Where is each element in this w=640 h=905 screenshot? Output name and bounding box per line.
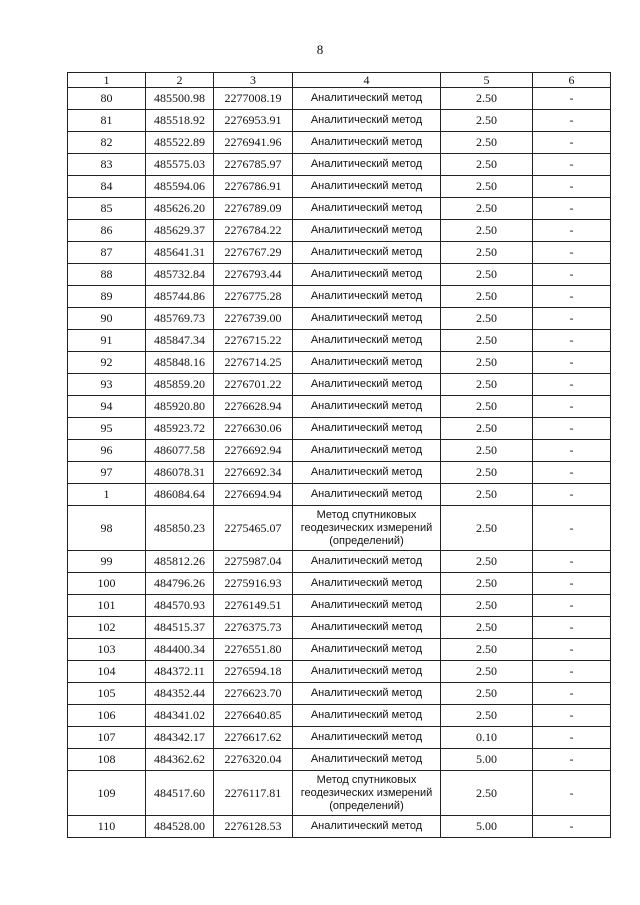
note-cell: - <box>533 617 611 639</box>
point-number-cell: 87 <box>68 242 146 264</box>
page-number: 8 <box>316 42 324 57</box>
method-cell <box>293 771 441 816</box>
method-cell <box>293 506 441 551</box>
note-cell: - <box>533 286 611 308</box>
coordinate-y-cell: 2276786.91 <box>214 176 293 198</box>
note-cell: - <box>533 88 611 110</box>
table-row <box>68 440 611 462</box>
accuracy-cell: 2.50 <box>441 88 533 110</box>
point-number-cell: 95 <box>68 418 146 440</box>
accuracy-cell: 2.50 <box>441 705 533 727</box>
accuracy-cell: 2.50 <box>441 551 533 573</box>
coordinate-y-cell: 2276739.00 <box>214 308 293 330</box>
table-row <box>68 308 611 330</box>
accuracy-cell: 2.50 <box>441 330 533 352</box>
accuracy-cell: 2.50 <box>441 595 533 617</box>
coordinate-y-cell: 2276630.06 <box>214 418 293 440</box>
coordinate-y-cell: 2276941.96 <box>214 132 293 154</box>
table-row <box>68 286 611 308</box>
method-cell: Аналитический метод <box>293 617 441 639</box>
accuracy-cell: 2.50 <box>441 418 533 440</box>
table-row <box>68 352 611 374</box>
coordinate-x-cell: 484570.93 <box>146 595 214 617</box>
table-header-row <box>68 73 611 88</box>
coordinate-x-cell: 484341.02 <box>146 705 214 727</box>
accuracy-cell: 2.50 <box>441 110 533 132</box>
coordinate-x-cell: 485848.16 <box>146 352 214 374</box>
coordinate-y-cell: 2276784.22 <box>214 220 293 242</box>
method-cell: Аналитический метод <box>293 595 441 617</box>
note-cell: - <box>533 220 611 242</box>
point-number-cell: 84 <box>68 176 146 198</box>
method-cell: Аналитический метод <box>293 88 441 110</box>
coordinate-x-cell: 485923.72 <box>146 418 214 440</box>
coordinate-y-cell: 2276551.80 <box>214 639 293 661</box>
coordinate-x-cell: 485641.31 <box>146 242 214 264</box>
table-body <box>68 88 611 838</box>
note-cell: - <box>533 816 611 838</box>
accuracy-cell: 2.50 <box>441 286 533 308</box>
method-cell: Аналитический метод <box>293 462 441 484</box>
method-cell: Аналитический метод <box>293 749 441 771</box>
point-number-cell: 86 <box>68 220 146 242</box>
accuracy-cell: 2.50 <box>441 308 533 330</box>
table-row <box>68 176 611 198</box>
point-number-cell: 93 <box>68 374 146 396</box>
coordinate-y-cell: 2276694.94 <box>214 484 293 506</box>
accuracy-cell: 5.00 <box>441 749 533 771</box>
table-row <box>68 264 611 286</box>
method-cell: Аналитический метод <box>293 110 441 132</box>
method-cell: Аналитический метод <box>293 286 441 308</box>
table-row <box>68 771 611 816</box>
point-number-cell: 103 <box>68 639 146 661</box>
coordinate-x-cell: 485732.84 <box>146 264 214 286</box>
method-cell: Аналитический метод <box>293 176 441 198</box>
table-row <box>68 484 611 506</box>
column-header-3: 3 <box>214 73 293 88</box>
column-header-1: 1 <box>68 73 146 88</box>
coordinate-y-cell: 2276953.91 <box>214 110 293 132</box>
note-cell: - <box>533 418 611 440</box>
coordinate-y-cell: 2277008.19 <box>214 88 293 110</box>
coordinate-y-cell: 2276617.62 <box>214 727 293 749</box>
method-cell: Аналитический метод <box>293 639 441 661</box>
accuracy-cell: 5.00 <box>441 816 533 838</box>
accuracy-cell: 2.50 <box>441 617 533 639</box>
table-row <box>68 418 611 440</box>
accuracy-cell: 2.50 <box>441 771 533 816</box>
table-row <box>68 242 611 264</box>
coordinate-y-cell: 2276692.94 <box>214 440 293 462</box>
method-cell: Аналитический метод <box>293 198 441 220</box>
note-cell: - <box>533 352 611 374</box>
point-number-cell: 98 <box>68 506 146 551</box>
point-number-cell: 83 <box>68 154 146 176</box>
coordinate-y-cell: 2276775.28 <box>214 286 293 308</box>
method-cell: Аналитический метод <box>293 352 441 374</box>
table-row <box>68 132 611 154</box>
table-row <box>68 617 611 639</box>
coordinate-y-cell: 2276320.04 <box>214 749 293 771</box>
table-row <box>68 374 611 396</box>
table-row <box>68 705 611 727</box>
table-row <box>68 220 611 242</box>
point-number-cell: 97 <box>68 462 146 484</box>
method-cell: Аналитический метод <box>293 308 441 330</box>
method-line: геодезических измерений <box>300 786 433 799</box>
table-row <box>68 462 611 484</box>
table-row <box>68 506 611 551</box>
table-header <box>68 73 611 88</box>
coordinate-x-cell: 485812.26 <box>146 551 214 573</box>
coordinate-y-cell: 2276623.70 <box>214 683 293 705</box>
method-cell: Аналитический метод <box>293 440 441 462</box>
coordinate-x-cell: 485847.34 <box>146 330 214 352</box>
method-cell: Аналитический метод <box>293 727 441 749</box>
note-cell: - <box>533 573 611 595</box>
note-cell: - <box>533 683 611 705</box>
accuracy-cell: 2.50 <box>441 198 533 220</box>
table-row <box>68 110 611 132</box>
accuracy-cell: 2.50 <box>441 176 533 198</box>
point-number-cell: 99 <box>68 551 146 573</box>
coordinate-x-cell: 484362.62 <box>146 749 214 771</box>
coordinate-x-cell: 485575.03 <box>146 154 214 176</box>
note-cell: - <box>533 132 611 154</box>
table-row <box>68 573 611 595</box>
accuracy-cell: 0.10 <box>441 727 533 749</box>
method-cell: Аналитический метод <box>293 132 441 154</box>
coordinate-x-cell: 484515.37 <box>146 617 214 639</box>
method-cell: Аналитический метод <box>293 154 441 176</box>
method-cell: Аналитический метод <box>293 220 441 242</box>
coordinate-x-cell: 484528.00 <box>146 816 214 838</box>
column-header-4: 4 <box>293 73 441 88</box>
accuracy-cell: 2.50 <box>441 242 533 264</box>
accuracy-cell: 2.50 <box>441 374 533 396</box>
coordinate-y-cell: 2276714.25 <box>214 352 293 374</box>
coordinate-x-cell: 485500.98 <box>146 88 214 110</box>
coordinate-x-cell: 485859.20 <box>146 374 214 396</box>
coordinate-y-cell: 2276789.09 <box>214 198 293 220</box>
point-number-cell: 81 <box>68 110 146 132</box>
note-cell: - <box>533 749 611 771</box>
point-number-cell: 109 <box>68 771 146 816</box>
column-header-2: 2 <box>146 73 214 88</box>
point-number-cell: 107 <box>68 727 146 749</box>
method-cell: Аналитический метод <box>293 264 441 286</box>
note-cell: - <box>533 330 611 352</box>
point-number-cell: 92 <box>68 352 146 374</box>
method-cell: Аналитический метод <box>293 242 441 264</box>
point-number-cell: 89 <box>68 286 146 308</box>
coordinate-y-cell: 2276375.73 <box>214 617 293 639</box>
note-cell: - <box>533 176 611 198</box>
accuracy-cell: 2.50 <box>441 506 533 551</box>
coordinate-y-cell: 2276149.51 <box>214 595 293 617</box>
method-cell: Аналитический метод <box>293 396 441 418</box>
coordinate-x-cell: 485518.92 <box>146 110 214 132</box>
coordinate-y-cell: 2276767.29 <box>214 242 293 264</box>
point-number-cell: 91 <box>68 330 146 352</box>
method-line: геодезических измерений <box>300 521 433 534</box>
point-number-cell: 104 <box>68 661 146 683</box>
coordinate-x-cell: 484372.11 <box>146 661 214 683</box>
coordinate-y-cell: 2276594.18 <box>214 661 293 683</box>
coordinate-y-cell: 2275916.93 <box>214 573 293 595</box>
coordinate-x-cell: 485769.73 <box>146 308 214 330</box>
point-number-cell: 88 <box>68 264 146 286</box>
note-cell: - <box>533 198 611 220</box>
coordinate-x-cell: 485920.80 <box>146 396 214 418</box>
accuracy-cell: 2.50 <box>441 661 533 683</box>
method-cell: Аналитический метод <box>293 573 441 595</box>
coordinate-y-cell: 2276692.34 <box>214 462 293 484</box>
table-row <box>68 154 611 176</box>
coordinate-x-cell: 484796.26 <box>146 573 214 595</box>
coordinate-y-cell: 2275465.07 <box>214 506 293 551</box>
point-number-cell: 82 <box>68 132 146 154</box>
point-number-cell: 85 <box>68 198 146 220</box>
method-cell: Аналитический метод <box>293 330 441 352</box>
coordinate-x-cell: 485744.86 <box>146 286 214 308</box>
coordinate-x-cell: 485594.06 <box>146 176 214 198</box>
coordinate-y-cell: 2275987.04 <box>214 551 293 573</box>
note-cell: - <box>533 595 611 617</box>
point-number-cell: 110 <box>68 816 146 838</box>
point-number-cell: 96 <box>68 440 146 462</box>
method-cell: Аналитический метод <box>293 683 441 705</box>
table-row <box>68 639 611 661</box>
method-cell: Аналитический метод <box>293 418 441 440</box>
method-cell: Аналитический метод <box>293 551 441 573</box>
coordinates-table <box>67 72 611 838</box>
coordinate-y-cell: 2276701.22 <box>214 374 293 396</box>
point-number-cell: 80 <box>68 88 146 110</box>
note-cell: - <box>533 727 611 749</box>
coordinate-x-cell: 486077.58 <box>146 440 214 462</box>
method-cell: Аналитический метод <box>293 816 441 838</box>
method-line: (определений) <box>329 799 404 812</box>
note-cell: - <box>533 374 611 396</box>
note-cell: - <box>533 506 611 551</box>
method-cell: Аналитический метод <box>293 374 441 396</box>
note-cell: - <box>533 264 611 286</box>
accuracy-cell: 2.50 <box>441 220 533 242</box>
accuracy-cell: 2.50 <box>441 396 533 418</box>
coordinate-x-cell: 485626.20 <box>146 198 214 220</box>
table-row <box>68 88 611 110</box>
point-number-cell: 1 <box>68 484 146 506</box>
point-number-cell: 94 <box>68 396 146 418</box>
note-cell: - <box>533 771 611 816</box>
point-number-cell: 90 <box>68 308 146 330</box>
note-cell: - <box>533 440 611 462</box>
table-row <box>68 816 611 838</box>
coordinate-x-cell: 485522.89 <box>146 132 214 154</box>
coordinate-y-cell: 2276628.94 <box>214 396 293 418</box>
note-cell: - <box>533 242 611 264</box>
column-header-5: 5 <box>441 73 533 88</box>
method-cell: Аналитический метод <box>293 661 441 683</box>
table-row <box>68 727 611 749</box>
coordinate-x-cell: 484400.34 <box>146 639 214 661</box>
coordinate-x-cell: 486078.31 <box>146 462 214 484</box>
table-row <box>68 551 611 573</box>
point-number-cell: 100 <box>68 573 146 595</box>
note-cell: - <box>533 705 611 727</box>
coordinate-x-cell: 485629.37 <box>146 220 214 242</box>
coordinate-x-cell: 486084.64 <box>146 484 214 506</box>
accuracy-cell: 2.50 <box>441 573 533 595</box>
method-line: Метод спутниковых <box>316 508 417 521</box>
note-cell: - <box>533 551 611 573</box>
coordinate-y-cell: 2276785.97 <box>214 154 293 176</box>
coordinate-y-cell: 2276128.53 <box>214 816 293 838</box>
note-cell: - <box>533 462 611 484</box>
accuracy-cell: 2.50 <box>441 352 533 374</box>
accuracy-cell: 2.50 <box>441 264 533 286</box>
table-row <box>68 683 611 705</box>
table-row <box>68 396 611 418</box>
note-cell: - <box>533 308 611 330</box>
point-number-cell: 106 <box>68 705 146 727</box>
coordinate-y-cell: 2276117.81 <box>214 771 293 816</box>
accuracy-cell: 2.50 <box>441 462 533 484</box>
table-row <box>68 749 611 771</box>
note-cell: - <box>533 639 611 661</box>
table-row <box>68 595 611 617</box>
coordinate-y-cell: 2276715.22 <box>214 330 293 352</box>
accuracy-cell: 2.50 <box>441 132 533 154</box>
note-cell: - <box>533 484 611 506</box>
point-number-cell: 102 <box>68 617 146 639</box>
method-cell: Аналитический метод <box>293 705 441 727</box>
method-line: (определений) <box>329 534 404 547</box>
note-cell: - <box>533 661 611 683</box>
method-cell: Аналитический метод <box>293 484 441 506</box>
accuracy-cell: 2.50 <box>441 154 533 176</box>
accuracy-cell: 2.50 <box>441 683 533 705</box>
coordinate-x-cell: 485850.23 <box>146 506 214 551</box>
coordinate-y-cell: 2276640.85 <box>214 705 293 727</box>
column-header-6: 6 <box>533 73 611 88</box>
table-row <box>68 198 611 220</box>
note-cell: - <box>533 110 611 132</box>
accuracy-cell: 2.50 <box>441 484 533 506</box>
coordinate-x-cell: 484352.44 <box>146 683 214 705</box>
method-line: Метод спутниковых <box>316 773 417 786</box>
coordinate-x-cell: 484342.17 <box>146 727 214 749</box>
table-row <box>68 330 611 352</box>
note-cell: - <box>533 154 611 176</box>
coordinate-x-cell: 484517.60 <box>146 771 214 816</box>
accuracy-cell: 2.50 <box>441 639 533 661</box>
accuracy-cell: 2.50 <box>441 440 533 462</box>
point-number-cell: 101 <box>68 595 146 617</box>
coordinate-y-cell: 2276793.44 <box>214 264 293 286</box>
table-row <box>68 661 611 683</box>
point-number-cell: 108 <box>68 749 146 771</box>
note-cell: - <box>533 396 611 418</box>
point-number-cell: 105 <box>68 683 146 705</box>
